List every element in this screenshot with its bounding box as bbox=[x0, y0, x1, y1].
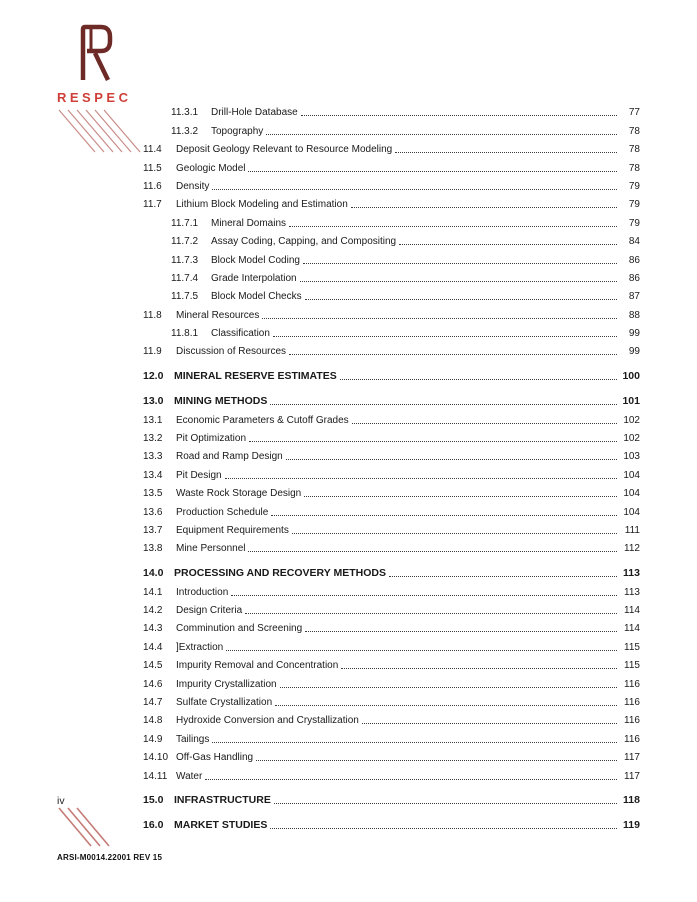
toc-dot-leader bbox=[248, 551, 617, 552]
toc-dot-leader bbox=[395, 152, 617, 153]
toc-entry-page: 102 bbox=[623, 414, 640, 426]
toc-entry-number: 11.7.1 bbox=[171, 217, 199, 229]
toc-entry-title: Density bbox=[176, 180, 210, 192]
toc-entry-number: 11.3.2 bbox=[171, 125, 199, 137]
toc-entry-title: Lithium Block Modeling and Estimation bbox=[176, 199, 348, 211]
toc-entry-number: 14.2 bbox=[143, 605, 163, 617]
toc-dot-leader bbox=[303, 263, 617, 264]
toc-entry bbox=[143, 322, 640, 340]
toc-entry-title: Grade Interpolation bbox=[211, 272, 297, 284]
toc-entry bbox=[143, 211, 640, 229]
toc-entry-number: 11.8 bbox=[143, 309, 162, 321]
toc-entry-number: 11.7.3 bbox=[171, 254, 199, 266]
toc-entry-number: 13.6 bbox=[143, 506, 163, 518]
toc-entry-page: 78 bbox=[628, 144, 640, 156]
toc-entry bbox=[143, 230, 640, 248]
toc-entry-number: 14.0 bbox=[143, 567, 164, 580]
toc-entry-title: Topography bbox=[211, 125, 264, 137]
toc-entry-number: 13.4 bbox=[143, 469, 163, 481]
toc-entry-page: 115 bbox=[624, 641, 640, 653]
toc-entry bbox=[143, 764, 640, 782]
toc-entry-page: 79 bbox=[628, 180, 640, 192]
toc-dot-leader bbox=[301, 115, 617, 116]
toc-dot-leader bbox=[274, 803, 617, 804]
toc-entry bbox=[143, 580, 640, 598]
toc-entry bbox=[143, 709, 640, 727]
toc-entry-page: 116 bbox=[624, 715, 640, 727]
toc-entry-title: Comminution and Screening bbox=[176, 623, 303, 635]
toc-dot-leader bbox=[212, 742, 617, 743]
toc-entry bbox=[143, 635, 640, 653]
toc-dot-leader bbox=[270, 404, 617, 405]
toc-entry bbox=[143, 500, 640, 518]
toc-dot-leader bbox=[273, 336, 617, 337]
toc-dot-leader bbox=[231, 595, 617, 596]
toc-entry-number: 13.1 bbox=[143, 414, 163, 426]
toc-entry-page: 111 bbox=[624, 524, 640, 536]
toc-dot-leader bbox=[226, 650, 617, 651]
toc-entry-page: 84 bbox=[628, 236, 640, 248]
toc-entry-number: 11.6 bbox=[143, 180, 162, 192]
toc-entry bbox=[143, 537, 640, 555]
toc-entry-page: 104 bbox=[623, 488, 640, 500]
toc-dot-leader bbox=[304, 496, 617, 497]
toc-entry-page: 104 bbox=[623, 469, 640, 481]
toc-dot-leader bbox=[352, 423, 617, 424]
toc-entry bbox=[143, 445, 640, 463]
toc-entry-title: Sulfate Crystallization bbox=[176, 697, 273, 708]
toc-entry-title: Hydroxide Conversion and Crystallization bbox=[176, 715, 359, 727]
toc-entry-number: 11.8.1 bbox=[171, 328, 199, 340]
toc-entry-number: 14.1 bbox=[143, 586, 163, 598]
toc-entry-number: 14.11 bbox=[143, 770, 168, 782]
toc-entry bbox=[143, 691, 640, 709]
toc-entry-page: 78 bbox=[628, 162, 640, 174]
toc-entry-number: 11.3.1 bbox=[171, 107, 199, 119]
toc-dot-leader bbox=[270, 828, 617, 829]
toc-entry-page: 104 bbox=[623, 506, 640, 518]
toc-dot-leader bbox=[340, 379, 617, 380]
toc-entry-page: 86 bbox=[628, 272, 640, 284]
toc-entry-page: 99 bbox=[628, 328, 640, 340]
toc-entry bbox=[143, 101, 640, 119]
toc-entry-number: 11.4 bbox=[143, 144, 162, 156]
toc-entry-number: 13.2 bbox=[143, 433, 163, 445]
toc-entry-title: Road and Ramp Design bbox=[176, 451, 283, 463]
toc-list bbox=[143, 101, 640, 832]
toc-dot-leader bbox=[245, 613, 617, 614]
toc-entry-page: 101 bbox=[622, 395, 640, 408]
toc-entry bbox=[143, 390, 640, 408]
toc-entry-title: Block Model Checks bbox=[211, 291, 302, 303]
toc-dot-leader bbox=[280, 687, 617, 688]
toc-dot-leader bbox=[271, 515, 617, 516]
toc-entry-page: 113 bbox=[623, 567, 640, 580]
toc-entry-page: 119 bbox=[623, 819, 640, 832]
toc-entry bbox=[143, 175, 640, 193]
toc-entry-title: MINING METHODS bbox=[174, 395, 268, 408]
toc-dot-leader bbox=[341, 668, 617, 669]
toc-entry-page: 112 bbox=[624, 543, 640, 555]
toc-entry-page: 102 bbox=[623, 433, 640, 445]
toc-entry bbox=[143, 285, 640, 303]
toc-entry-title: Tailings bbox=[176, 733, 210, 745]
toc-dot-leader bbox=[362, 723, 617, 724]
toc-entry-number: 13.8 bbox=[143, 543, 163, 555]
respec-logo bbox=[57, 24, 147, 105]
toc-entry-number: 11.5 bbox=[143, 162, 162, 174]
toc-entry-page: 114 bbox=[624, 623, 640, 635]
toc-entry-page: 117 bbox=[624, 770, 640, 782]
toc-entry bbox=[143, 267, 640, 285]
toc-entry-number: 11.7.2 bbox=[171, 236, 199, 248]
toc-entry-title: Off-Gas Handling bbox=[176, 752, 254, 764]
toc-entry-page: 115 bbox=[624, 660, 640, 672]
toc-entry-number: 11.7.5 bbox=[171, 291, 199, 303]
toc-dot-leader bbox=[305, 299, 617, 300]
toc-entry-title: Geologic Model bbox=[176, 162, 246, 174]
toc-dot-leader bbox=[286, 459, 617, 460]
toc-entry-title: Waste Rock Storage Design bbox=[176, 488, 302, 500]
toc-entry-title: Assay Coding, Capping, and Compositing bbox=[211, 236, 397, 248]
toc-entry-number: 14.6 bbox=[143, 678, 163, 690]
toc-entry bbox=[143, 789, 640, 807]
toc-entry bbox=[143, 814, 640, 832]
toc-entry-number: 13.3 bbox=[143, 451, 163, 463]
toc-entry-page: 100 bbox=[622, 370, 640, 383]
toc-dot-leader bbox=[262, 318, 617, 319]
toc-entry-number: 15.0 bbox=[143, 794, 164, 807]
toc-entry bbox=[143, 119, 640, 137]
toc-entry-number: 13.5 bbox=[143, 488, 163, 500]
toc-entry-title: Introduction bbox=[176, 586, 229, 598]
respec-r-icon bbox=[75, 24, 117, 82]
toc-entry bbox=[143, 408, 640, 426]
toc-dot-leader bbox=[389, 576, 617, 577]
toc-entry bbox=[143, 727, 640, 745]
toc-entry bbox=[143, 617, 640, 635]
toc-entry-title: Mine Personnel bbox=[176, 543, 246, 555]
respec-wordmark: RESPEC bbox=[57, 90, 132, 105]
toc-dot-leader bbox=[225, 478, 617, 479]
toc-entry-number: 12.0 bbox=[143, 370, 164, 383]
toc-dot-leader bbox=[399, 244, 617, 245]
toc-entry bbox=[143, 599, 640, 617]
toc-dot-leader bbox=[289, 354, 617, 355]
toc-entry-number: 14.3 bbox=[143, 623, 163, 635]
toc-entry-page: 103 bbox=[623, 451, 640, 463]
toc-entry bbox=[143, 340, 640, 358]
toc-entry-page: 118 bbox=[623, 794, 640, 807]
toc-dot-leader bbox=[249, 441, 617, 442]
toc-entry-page: 79 bbox=[628, 199, 640, 211]
diagonal-hatch-decoration-bottom bbox=[57, 806, 113, 848]
toc-entry bbox=[143, 672, 640, 690]
toc-entry-page: 88 bbox=[628, 309, 640, 321]
toc-entry-page: 99 bbox=[628, 346, 640, 358]
toc-entry bbox=[143, 365, 640, 383]
page-number-label: iv bbox=[57, 795, 65, 807]
toc-entry bbox=[143, 463, 640, 481]
toc-dot-leader bbox=[275, 705, 617, 706]
toc-entry-page: 87 bbox=[628, 291, 640, 303]
toc-entry-number: 14.10 bbox=[143, 752, 169, 764]
toc-entry-page: 116 bbox=[624, 678, 640, 690]
toc-entry-page: 117 bbox=[624, 752, 640, 764]
toc-dot-leader bbox=[266, 134, 617, 135]
toc-entry-title: Impurity Crystallization bbox=[176, 678, 277, 690]
toc-entry-number: 14.4 bbox=[143, 641, 163, 653]
toc-entry bbox=[143, 746, 640, 764]
toc-entry-title: ]Extraction bbox=[176, 641, 224, 653]
toc-entry-page: 77 bbox=[628, 107, 640, 119]
toc-entry-number: 14.7 bbox=[143, 697, 163, 708]
toc-entry-number: 11.7 bbox=[143, 199, 162, 211]
toc-entry-number: 13.7 bbox=[143, 524, 163, 536]
toc-entry bbox=[143, 482, 640, 500]
toc-entry-title: MARKET STUDIES bbox=[174, 819, 268, 832]
toc-dot-leader bbox=[289, 226, 617, 227]
toc-entry bbox=[143, 303, 640, 321]
toc-entry-title: Production Schedule bbox=[176, 506, 269, 518]
toc-entry-number: 14.9 bbox=[143, 733, 163, 745]
document-id-footer: ARSI-M0014.22001 REV 15 bbox=[57, 853, 163, 862]
diagonal-hatch-decoration-top bbox=[57, 108, 145, 154]
toc-entry-page: 116 bbox=[624, 733, 640, 745]
toc-entry-title: MINERAL RESERVE ESTIMATES bbox=[174, 370, 337, 383]
toc-entry-title: INFRASTRUCTURE bbox=[174, 794, 271, 807]
toc-entry-number: 13.0 bbox=[143, 395, 164, 408]
toc-entry-title: Drill-Hole Database bbox=[211, 107, 298, 119]
toc-entry-title: Deposit Geology Relevant to Resource Modeling bbox=[176, 144, 393, 156]
toc-entry bbox=[143, 562, 640, 580]
toc-entry-number: 16.0 bbox=[143, 819, 164, 832]
toc-entry bbox=[143, 156, 640, 174]
toc-entry-title: PROCESSING AND RECOVERY METHODS bbox=[174, 567, 386, 580]
toc-entry-number: 11.7.4 bbox=[171, 272, 199, 284]
toc-dot-leader bbox=[256, 760, 617, 761]
toc-entry-title: Equipment Requirements bbox=[176, 524, 289, 536]
toc-dot-leader bbox=[351, 207, 617, 208]
toc-entry bbox=[143, 427, 640, 445]
toc-entry-title: Water bbox=[176, 770, 203, 782]
toc-entry-page: 79 bbox=[628, 217, 640, 229]
toc-entry-title: Discussion of Resources bbox=[176, 346, 287, 358]
toc-entry-title: Mineral Resources bbox=[176, 309, 260, 321]
toc-entry-page: 113 bbox=[624, 586, 640, 598]
toc-entry-page: 114 bbox=[624, 605, 640, 617]
toc-entry-number: 14.8 bbox=[143, 715, 163, 727]
toc-entry-title: Block Model Coding bbox=[211, 254, 300, 266]
toc-entry-number: 14.5 bbox=[143, 660, 163, 672]
toc-entry-title: Pit Optimization bbox=[176, 433, 247, 445]
toc-entry bbox=[143, 248, 640, 266]
toc-entry-title: Classification bbox=[211, 328, 270, 340]
toc-entry-title: Impurity Removal and Concentration bbox=[176, 660, 339, 672]
toc-dot-leader bbox=[248, 171, 617, 172]
toc-entry bbox=[143, 193, 640, 211]
toc-dot-leader bbox=[292, 533, 617, 534]
toc-dot-leader bbox=[205, 779, 617, 780]
toc-dot-leader bbox=[305, 631, 617, 632]
toc-entry-number: 11.9 bbox=[143, 346, 162, 358]
toc-entry-title: Mineral Domains bbox=[211, 217, 287, 229]
toc-entry-page: 78 bbox=[628, 125, 640, 137]
toc-entry bbox=[143, 138, 640, 156]
toc-entry bbox=[143, 519, 640, 537]
toc-dot-leader bbox=[300, 281, 617, 282]
toc-entry bbox=[143, 654, 640, 672]
toc-entry-page: 116 bbox=[624, 697, 640, 708]
toc-entry-page: 86 bbox=[628, 254, 640, 266]
toc-entry-title: Design Criteria bbox=[176, 605, 243, 617]
toc-entry-title: Economic Parameters & Cutoff Grades bbox=[176, 414, 349, 426]
toc-dot-leader bbox=[212, 189, 617, 190]
toc-entry-title: Pit Design bbox=[176, 469, 222, 481]
